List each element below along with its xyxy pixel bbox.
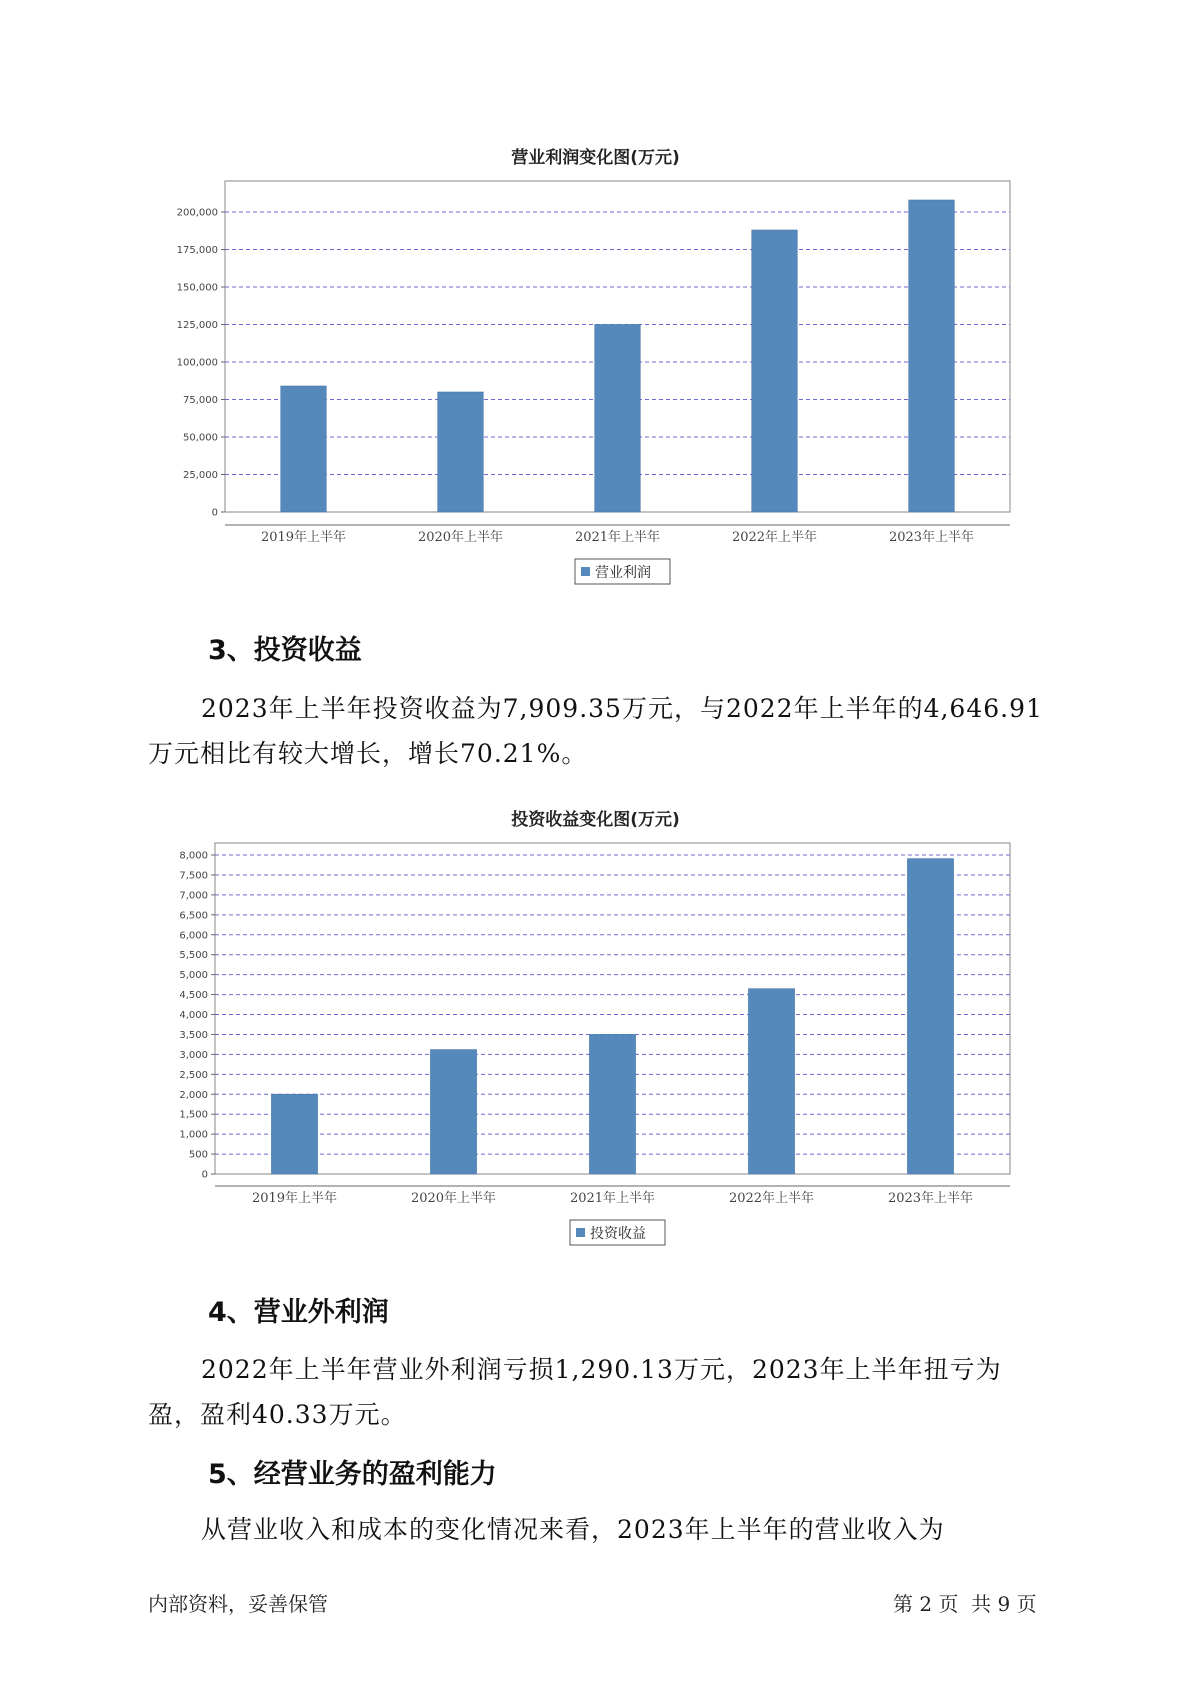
investment-income-chart: [0, 840, 1191, 1260]
x-tick-label: 2022年上半年: [731, 530, 818, 545]
y-tick-label: 4,000: [179, 1010, 208, 1021]
x-tick-label: 2019年上半年: [260, 530, 347, 545]
x-tick-label: 2023年上半年: [888, 530, 975, 545]
legend-label: 投资收益: [590, 1226, 646, 1242]
section-heading-non-operating-profit: 4、营业外利润: [208, 1297, 389, 1328]
bar: [748, 989, 794, 1174]
y-tick-label: 5,000: [179, 970, 208, 982]
y-tick-label: 4,500: [179, 990, 208, 1002]
operating-profit-chart: [0, 175, 1191, 595]
y-tick-label: 7,000: [179, 890, 208, 902]
y-tick-label: 200,000: [176, 207, 218, 219]
x-tick-label: 2023年上半年: [887, 1191, 974, 1206]
section-heading-profitability: 5、经营业务的盈利能力: [208, 1459, 497, 1490]
y-tick-label: 3,500: [179, 1029, 208, 1041]
x-tick-label: 2019年上半年: [251, 1191, 338, 1206]
x-tick-label: 2020年上半年: [410, 1191, 497, 1206]
footer-page-number: 第 2 页 共 9 页: [893, 1592, 1037, 1616]
bar: [438, 392, 484, 512]
y-tick-label: 75,000: [183, 395, 218, 406]
y-tick-label: 1,500: [179, 1109, 208, 1121]
legend-label: 营业利润: [595, 565, 651, 581]
bar: [589, 1034, 635, 1174]
bar: [595, 325, 641, 513]
y-tick-label: 125,000: [176, 320, 218, 331]
paragraph-profitability: 从营业收入和成本的变化情况来看，2023年上半年的营业收入为: [201, 1515, 945, 1544]
paragraph-non-operating-profit: 2022年上半年营业外利润亏损1,290.13万元，2023年上半年扭亏为盈，盈利40.33万元。: [148, 1355, 1002, 1429]
x-tick-label: 2021年上半年: [574, 530, 661, 545]
bar: [752, 230, 798, 512]
legend-swatch: [576, 1228, 585, 1237]
bar: [909, 200, 955, 512]
y-tick-label: 25,000: [183, 470, 218, 481]
y-tick-label: 2,500: [179, 1069, 208, 1081]
y-tick-label: 2,000: [179, 1089, 208, 1101]
y-tick-label: 100,000: [176, 357, 218, 369]
y-tick-label: 0: [211, 507, 218, 519]
x-tick-label: 2020年上半年: [417, 530, 504, 545]
bar: [281, 386, 327, 512]
y-tick-label: 150,000: [176, 282, 218, 294]
bar: [271, 1094, 317, 1174]
section-heading-investment-income: 3、投资收益: [208, 635, 362, 666]
y-tick-label: 8,000: [179, 850, 208, 862]
legend-swatch: [581, 567, 590, 576]
y-tick-label: 5,500: [179, 950, 208, 962]
y-tick-label: 0: [201, 1169, 208, 1181]
y-tick-label: 3,000: [179, 1049, 208, 1061]
x-tick-label: 2022年上半年: [728, 1191, 815, 1206]
bar: [430, 1050, 476, 1174]
x-tick-label: 2021年上半年: [569, 1191, 656, 1206]
y-tick-label: 500: [188, 1149, 208, 1161]
paragraph-investment-income: 2023年上半年投资收益为7,909.35万元，与2022年上半年的4,646.91万元相比有较大增长，增长70.21%。: [148, 694, 1043, 768]
y-tick-label: 6,000: [179, 930, 208, 942]
y-tick-label: 7,500: [179, 870, 208, 882]
y-tick-label: 50,000: [183, 432, 218, 444]
bar: [907, 859, 953, 1174]
y-tick-label: 6,500: [179, 910, 208, 922]
chart-title-investment-income: 投资收益变化图(万元): [511, 810, 680, 830]
y-tick-label: 1,000: [179, 1129, 208, 1141]
y-tick-label: 175,000: [176, 245, 218, 256]
chart-title-operating-profit: 营业利润变化图(万元): [511, 148, 680, 168]
footer-confidential-note: 内部资料，妥善保管: [148, 1592, 328, 1616]
